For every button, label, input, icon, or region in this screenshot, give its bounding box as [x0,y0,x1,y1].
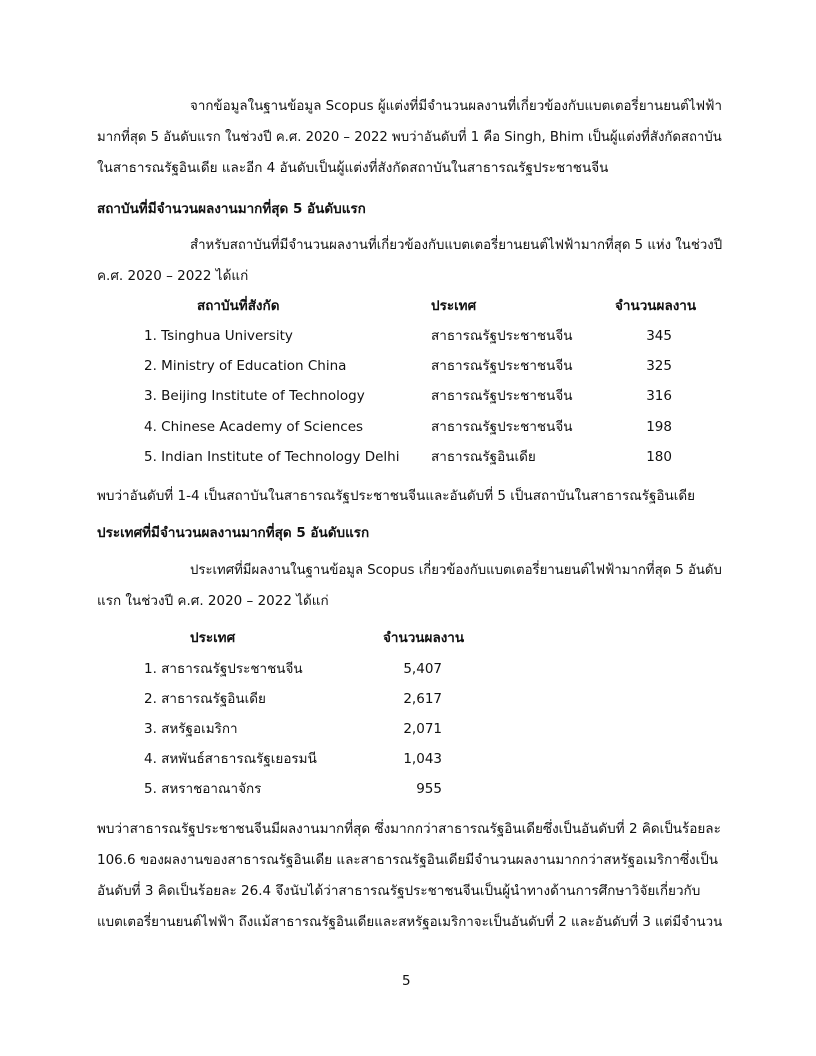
institution-name: 1. Tsinghua University [144,328,293,344]
countries-para-line-2: แรก ในช่วงปี ค.ศ. 2020 – 2022 ได้แก่ [97,593,329,609]
countries-summary-line-4: แบตเตอรี่ยานยนต์ไฟฟ้า ถึงแม้สาธารณรัฐอินเดียและสหรัฐอเมริกาจะเป็นอันดับที่ 2 และอันดับที่ 3 แต่มีจำนวน [97,914,723,930]
page-number: 5 [402,973,411,989]
institution-count: 345 [646,328,672,344]
institution-country: สาธารณรัฐประชาชนจีน [431,358,573,374]
institution-name: 5. Indian Institute of Technology Delhi [144,449,400,465]
institution-count: 325 [646,358,672,374]
country-count: 955 [416,781,442,797]
intro-line-3: ในสาธารณรัฐอินเดีย และอีก 4 อันดับเป็นผู้แต่งที่สังกัดสถาบันในสาธารณรัฐประชาชนจีน [97,160,609,176]
country-name: 5. สหราชอาณาจักร [144,781,262,797]
intro-line-2: มากที่สุด 5 อันดับแรก ในช่วงปี ค.ศ. 2020 – 2022 พบว่าอันดับที่ 1 คือ Singh, Bhim เป็นผู้แต่งที่สังกัดสถาบัน [97,129,722,145]
institution-count: 316 [646,388,672,404]
institutions-para-line-1: สำหรับสถาบันที่มีจำนวนผลงานที่เกี่ยวข้องกับแบตเตอรี่ยานยนต์ไฟฟ้ามากที่สุด 5 แห่ง ในช่วงปี [190,237,723,253]
countries-header-name: ประเทศ [190,630,236,646]
institution-country: สาธารณรัฐอินเดีย [431,449,536,465]
country-count: 2,071 [403,721,442,737]
countries-summary-line-1: พบว่าสาธารณรัฐประชาชนจีนมีผลงานมากที่สุด ซึ่งมากกว่าสาธารณรัฐอินเดียซึ่งเป็นอันดับที่ 2 คิดเป็นร้อยละ [97,821,721,837]
institution-name: 3. Beijing Institute of Technology [144,388,365,404]
countries-heading: ประเทศที่มีจำนวนผลงานมากที่สุด 5 อันดับแรก [97,525,370,541]
countries-summary-line-3: อันดับที่ 3 คิดเป็นร้อยละ 26.4 จึงนับได้ว่าสาธารณรัฐประชาชนจีนเป็นผู้นำทางด้านการศึกษาวิจัยเกี่ยวกับ [97,883,701,899]
countries-header-count: จำนวนผลงาน [383,630,465,646]
intro-line-1: จากข้อมูลในฐานข้อมูล Scopus ผู้แต่งที่มีจำนวนผลงานที่เกี่ยวข้องกับแบตเตอรี่ยานยนต์ไฟฟ้า [190,98,723,114]
institution-name: 4. Chinese Academy of Sciences [144,419,364,435]
institution-name: 2. Ministry of Education China [144,358,347,374]
institution-country: สาธารณรัฐประชาชนจีน [431,419,573,435]
institutions-header-count: จำนวนผลงาน [615,298,697,314]
country-name: 3. สหรัฐอเมริกา [144,721,238,737]
institution-country: สาธารณรัฐประชาชนจีน [431,328,573,344]
country-count: 1,043 [403,751,442,767]
institutions-summary: พบว่าอันดับที่ 1-4 เป็นสถาบันในสาธารณรัฐประชาชนจีนและอันดับที่ 5 เป็นสถาบันในสาธารณรัฐอินเดีย [97,488,696,504]
country-count: 2,617 [403,691,442,707]
institutions-heading: สถาบันที่มีจำนวนผลงานมากที่สุด 5 อันดับแรก [97,201,366,217]
institution-count: 198 [646,419,672,435]
country-name: 2. สาธารณรัฐอินเดีย [144,691,266,707]
institutions-para-line-2: ค.ศ. 2020 – 2022 ได้แก่ [97,268,249,284]
institutions-header-name: สถาบันที่สังกัด [197,298,280,314]
countries-para-line-1: ประเทศที่มีผลงานในฐานข้อมูล Scopus เกี่ยวข้องกับแบตเตอรี่ยานยนต์ไฟฟ้ามากที่สุด 5 อันดับ [190,562,722,578]
institution-country: สาธารณรัฐประชาชนจีน [431,388,573,404]
countries-summary-line-2: 106.6 ของผลงานของสาธารณรัฐอินเดีย และสาธารณรัฐอินเดียมีจำนวนผลงานมากกว่าสหรัฐอเมริกาซึ่งเป็น [97,852,719,868]
country-count: 5,407 [403,661,442,677]
institution-count: 180 [646,449,672,465]
country-name: 1. สาธารณรัฐประชาชนจีน [144,661,303,677]
country-name: 4. สหพันธ์สาธารณรัฐเยอรมนี [144,751,317,767]
institutions-header-country: ประเทศ [431,298,477,314]
